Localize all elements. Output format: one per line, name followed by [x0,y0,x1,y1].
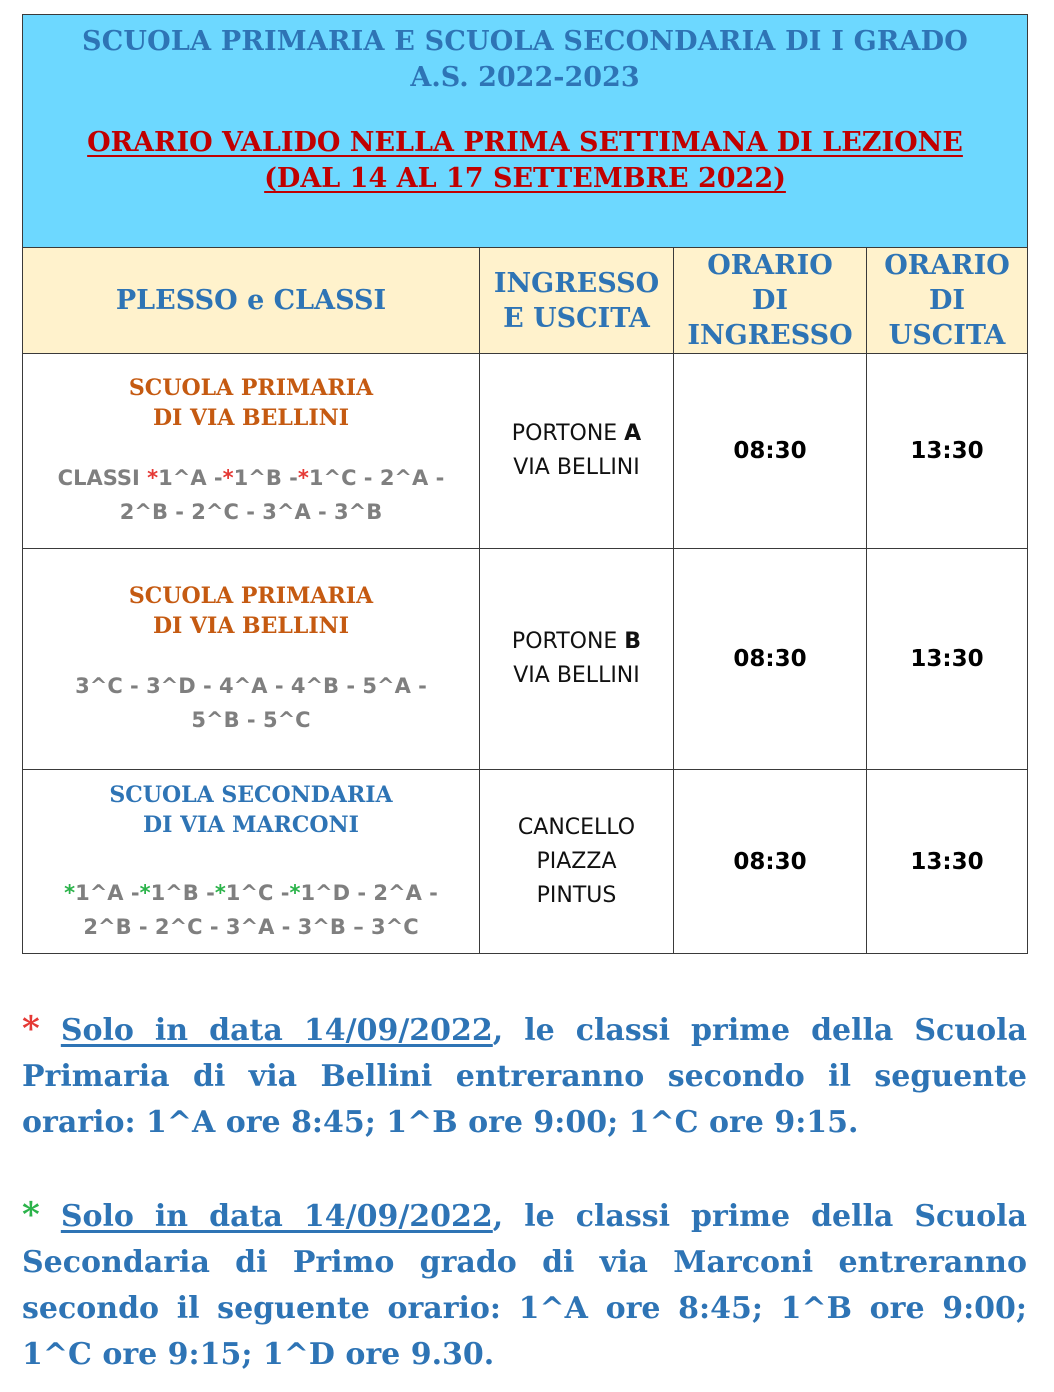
school-street: DI VIA BELLINI [152,405,350,431]
school-name: SCUOLA PRIMARIA [128,583,374,609]
gate-cell: PORTONE A VIA BELLINI [480,354,674,549]
class-list: CLASSI *1^A -*1^B -*1^C - 2^A - 2^B - 2^C - 3^A - 3^B [57,466,445,524]
header-orario-uscita: ORARIO DI USCITA [867,248,1028,354]
school-name: SCUOLA PRIMARIA [128,375,374,401]
plesso-cell [23,549,480,770]
header-orario-ingresso: ORARIO DI INGRESSO [674,248,867,354]
notice-dates: (DAL 14 AL 17 SETTEMBRE 2022) [264,163,786,194]
notice-title: ORARIO VALIDO NELLA PRIMA SETTIMANA DI LEZIONE [87,127,963,158]
school-name: SCUOLA SECONDARIA [109,781,393,808]
exit-time: 13:30 [867,770,1028,954]
school-street: DI VIA MARCONI [143,811,359,838]
entry-time: 08:30 [674,354,867,549]
title-banner [23,15,1028,248]
footnote-primaria: * Solo in data 14/09/2022, le classi prime della Scuola Primaria di via Bellini entreranno secondo il seguente orario: 1^A ore 8:45; 1^B ore 9:00; 1^C ore 9:15. [22,1009,1027,1140]
class-list: *1^A -*1^B -*1^C -*1^D - 2^A - 2^B - 2^C - 3^A - 3^B – 3^C [64,880,438,939]
school-street: DI VIA BELLINI [152,613,350,639]
table-row [23,549,1028,770]
red-asterisk: * [22,1009,40,1049]
class-list: 3^C - 3^D - 4^A - 4^B - 5^A - 5^B - 5^C [75,674,427,732]
exit-time: 13:30 [867,549,1028,770]
column-header-row [23,248,1028,354]
school-year: A.S. 2022-2023 [410,62,640,93]
header-ingresso-uscita: INGRESSO E USCITA [480,248,674,354]
plesso-cell [23,354,480,549]
entry-time: 08:30 [674,770,867,954]
exit-time: 13:30 [867,354,1028,549]
school-title: SCUOLA PRIMARIA E SCUOLA SECONDARIA DI I GRADO [82,26,969,57]
footnote-secondaria: * Solo in data 14/09/2022, le classi prime della Scuola Secondaria di Primo grado di via Marconi entreranno secondo il seguente orario: 1^A ore 8:45; 1^B ore 9:00; 1^C ore 9:15; 1^D ore 9.30. [22,1195,1027,1372]
schedule-table [22,14,1028,954]
entry-time: 08:30 [674,549,867,770]
table-row [23,770,1028,954]
plesso-cell [23,770,480,954]
gate-cell: CANCELLO PIAZZA PINTUS [480,770,674,954]
table-row [23,354,1028,549]
footnotes [22,1006,1027,1378]
header-plesso: PLESSO e CLASSI [23,248,480,354]
green-asterisk: * [22,1195,40,1235]
gate-cell: PORTONE B VIA BELLINI [480,549,674,770]
